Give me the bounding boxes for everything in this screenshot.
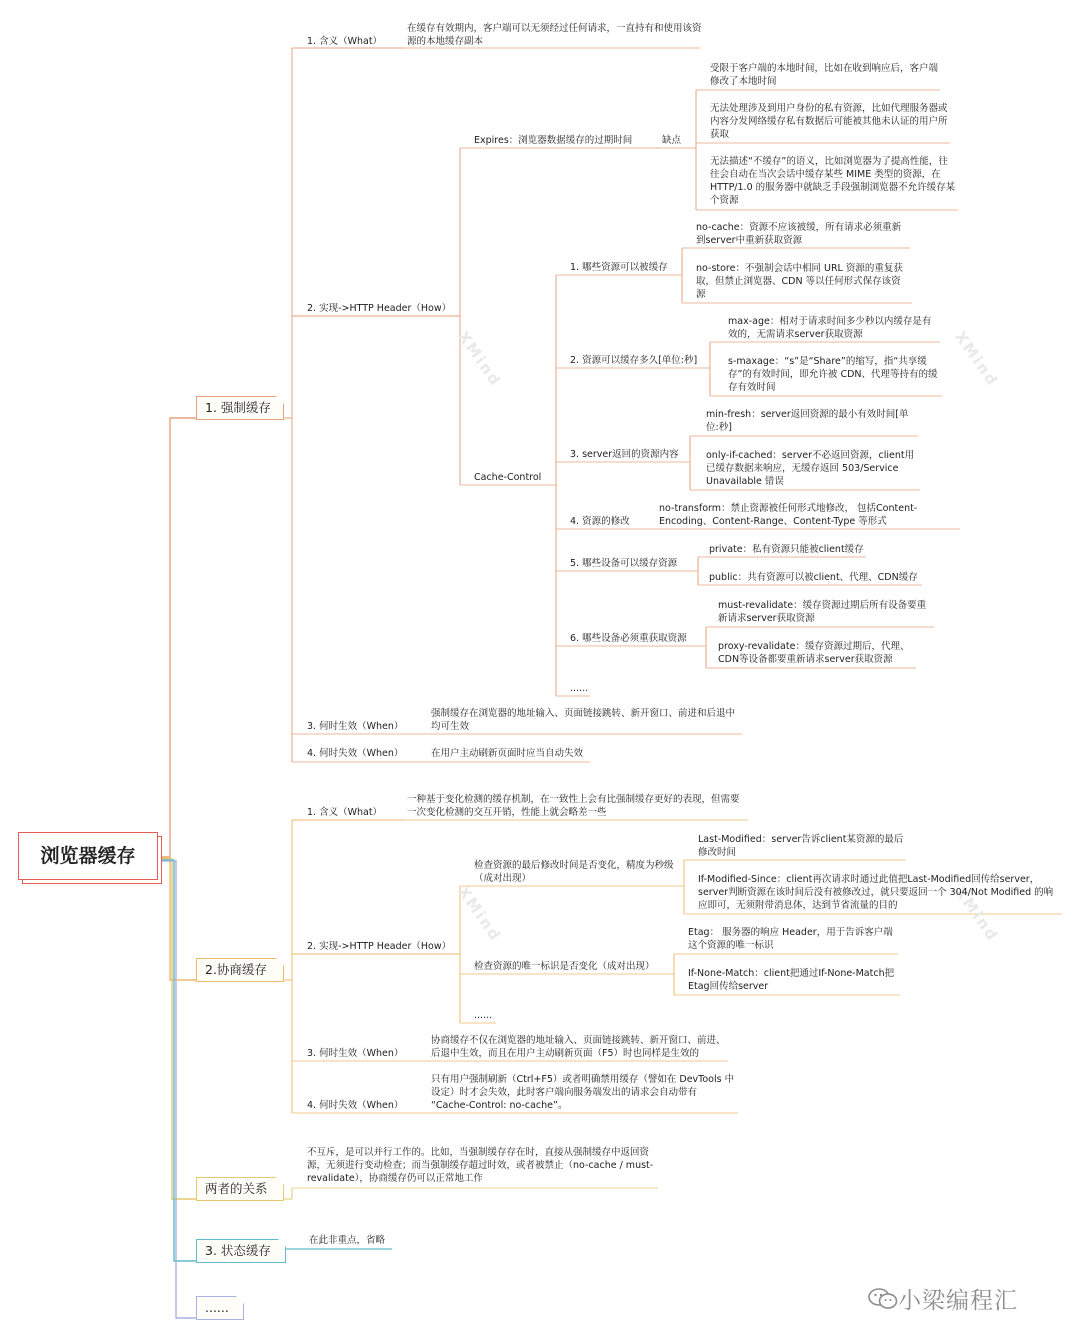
branch-state-cache[interactable] xyxy=(196,1239,286,1263)
expires-con-item: 受限于客户端的本地时间，比如在收到响应后，客户端修改了本地时间 xyxy=(710,63,939,87)
brand-name: 小梁编程汇 xyxy=(898,1288,1018,1314)
branch-relation[interactable] xyxy=(196,1177,284,1201)
cc-group-label[interactable]: 6. 哪些设备必须重获取资源 xyxy=(570,633,687,644)
cc-directive: must-revalidate：缓存资源过期后所有设备要重新请求server获取资源 xyxy=(718,600,927,624)
root-node-label: 浏览器缓存 xyxy=(40,845,136,867)
fold-corner xyxy=(276,958,284,966)
expires-label[interactable]: Expires：浏览器数据缓存的过期时间 xyxy=(474,135,633,146)
force-how-label[interactable]: 2. 实现->HTTP Header（How） xyxy=(307,303,452,314)
force-what-text: 在缓存有效期内，客户端可以无须经过任何请求，一直持有和使用该资源的本地缓存副本 xyxy=(407,23,702,47)
cc-group-label[interactable]: 4. 资源的修改 xyxy=(570,516,630,527)
cc-directive: s-maxage：“s”是“Share”的缩写，指“共享缓存”的有效时间，即允许被 CDN、代理等持有的缓存有效时间 xyxy=(728,356,938,393)
expires-con-item: 无法处理涉及到用户身份的私有资源，比如代理服务器或内容分发网络缓存私有数据后可能被其他未认证的用户所获取 xyxy=(710,103,948,140)
branch-force-cache[interactable] xyxy=(196,396,284,420)
branch-negotiated-cache[interactable] xyxy=(196,958,284,982)
root-to-state-curve xyxy=(158,860,196,1261)
nego-when-text: 协商缓存不仅在浏览器的地址输入、页面链接跳转、新开窗口、前进、后退中生效，而且在用户主动刷新页面（F5）时也同样是生效的 xyxy=(431,1035,726,1059)
nego-what-text: 一种基于变化检测的缓存机制，在一致性上会有比强制缓存更好的表现，但需要一次变化检测的交互开销，性能上就会略差一些 xyxy=(407,794,740,818)
root-to-nego-curve xyxy=(158,858,196,980)
force-expire-label[interactable]: 4. 何时失效（When） xyxy=(307,748,404,759)
branch-label: 两者的关系 xyxy=(205,1181,268,1196)
branch-label: 2.协商缓存 xyxy=(205,962,267,977)
cc-directive: max-age：相对于请求时间多少秒以内缓存是有效的，无需请求server获取资源 xyxy=(728,316,932,340)
cc-directive: no-store：不强制会话中相同 URL 资源的重复获取，但禁止浏览器、CDN 等以任何形式保存该资源 xyxy=(696,263,903,300)
cc-directive: only-if-cached：server不必返回资源，client用已缓存数据来响应，无缓存返回 503/Service Unavailable 错误 xyxy=(706,450,915,487)
cc-directive: private：私有资源只能被client缓存 xyxy=(709,544,864,555)
time-check-label[interactable]: 检查资源的最后修改时间是否变化，精度为秒级（成对出现） xyxy=(474,860,674,884)
fold-corner xyxy=(276,1177,284,1185)
root-to-more-curve xyxy=(158,861,196,1318)
force-when-label[interactable]: 3. 何时生效（When） xyxy=(307,721,404,732)
branch-label: 3. 状态缓存 xyxy=(205,1243,271,1258)
cc-directive: min-fresh：server返回资源的最小有效时间[单位:秒] xyxy=(706,409,909,433)
fold-corner xyxy=(236,1296,244,1304)
nego-what-label[interactable]: 1. 含义（What） xyxy=(307,807,383,818)
root-to-force-curve xyxy=(158,418,196,857)
nego-expire-text: 只有用户强制刷新（Ctrl+F5）或者明确禁用缓存（譬如在 DevTools 中设定）时才会失效，此时客户端向服务端发出的请求会自动带有 “Cache-Control: no-cache”。 xyxy=(431,1074,735,1111)
nego-how-more[interactable]: ...... xyxy=(474,1010,493,1021)
branch-label: ...... xyxy=(205,1300,229,1315)
nego-how-label[interactable]: 2. 实现->HTTP Header（How） xyxy=(307,941,452,952)
xmind-watermark: XMind xyxy=(951,328,1002,390)
cc-directive: proxy-revalidate：缓存资源过期后，代理、CDN等设备都要重新请求server获取资源 xyxy=(718,641,910,665)
xmind-watermark: XMind xyxy=(454,883,505,945)
fold-corner xyxy=(276,396,284,404)
expires-con-item: 无法描述“不缓存”的语义，比如浏览器为了提高性能，往往会自动在当次会话中缓存某些 MIME 类型的资源，在 HTTP/1.0 的服务器中就缺乏手段强制浏览器不允许缓存某个资源 xyxy=(710,156,956,206)
xmind-watermark: XMind xyxy=(454,328,505,390)
time-header: If-Modified-Since：client再次请求时通过此值把Last-Modified回传给server，server判断资源在该时间后没有被修改过，就只要返回一个 304/Not Modified 的响应即可，无须附带消息体，达到节省流量的目的 xyxy=(698,874,1054,911)
relation-text: 不互斥，是可以并行工作的。比如，当强制缓存存在时，直接从强制缓存中返回资源，无须进行变动检查；而当强制缓存超过时效，或者被禁止（no-cache / must-revalidate），协商缓存仍可以正常地工作 xyxy=(307,1147,654,1184)
branch-label: 1. 强制缓存 xyxy=(205,400,271,415)
id-header: If-None-Match：client把通过If-None-Match把Etag回传给server xyxy=(688,968,895,992)
cc-directive: no-cache：资源不应该被缓，所有请求必须重新到server中重新获取资源 xyxy=(696,222,902,246)
xmind-watermark: XMind xyxy=(951,883,1002,945)
force-expire-text: 在用户主动刷新页面时应当自动失效 xyxy=(431,748,584,759)
force-what-label[interactable]: 1. 含义（What） xyxy=(307,36,383,47)
cc-group-label[interactable]: 3. server返回的资源内容 xyxy=(570,449,679,460)
root-to-relation-curve xyxy=(158,859,196,1199)
cc-group-more[interactable]: ...... xyxy=(570,683,589,694)
force-when-text: 强制缓存在浏览器的地址输入、页面链接跳转、新开窗口、前进和后退中均可生效 xyxy=(431,708,736,732)
cc-directive: no-transform：禁止资源被任何形式地修改， 包括Content-Encoding、Content-Range、Content-Type 等形式 xyxy=(659,503,918,527)
fold-corner xyxy=(278,1239,286,1247)
cc-group-label[interactable]: 5. 哪些设备可以缓存资源 xyxy=(570,558,678,569)
expires-cons-label[interactable]: 缺点 xyxy=(662,135,682,146)
state-cache-text: 在此非重点，省略 xyxy=(309,1235,386,1246)
nego-expire-label[interactable]: 4. 何时失效（When） xyxy=(307,1100,404,1111)
id-check-label[interactable]: 检查资源的唯一标识是否变化（成对出现） xyxy=(474,961,655,972)
time-header: Last-Modified：server告诉client某资源的最后修改时间 xyxy=(698,834,904,858)
cc-group-label[interactable]: 2. 资源可以缓存多久[单位:秒] xyxy=(570,355,698,366)
wechat-icon xyxy=(868,1288,898,1308)
cc-group-label[interactable]: 1. 哪些资源可以被缓存 xyxy=(570,262,668,273)
id-header: Etag： 服务器的响应 Header，用于告诉客户端这个资源的唯一标识 xyxy=(688,927,893,951)
brand-logo xyxy=(868,1282,1018,1315)
cc-directive: public：共有资源可以被client、代理、CDN缓存 xyxy=(709,572,918,583)
cache-control-label[interactable]: Cache-Control xyxy=(474,472,542,483)
nego-when-label[interactable]: 3. 何时生效（When） xyxy=(307,1048,404,1059)
